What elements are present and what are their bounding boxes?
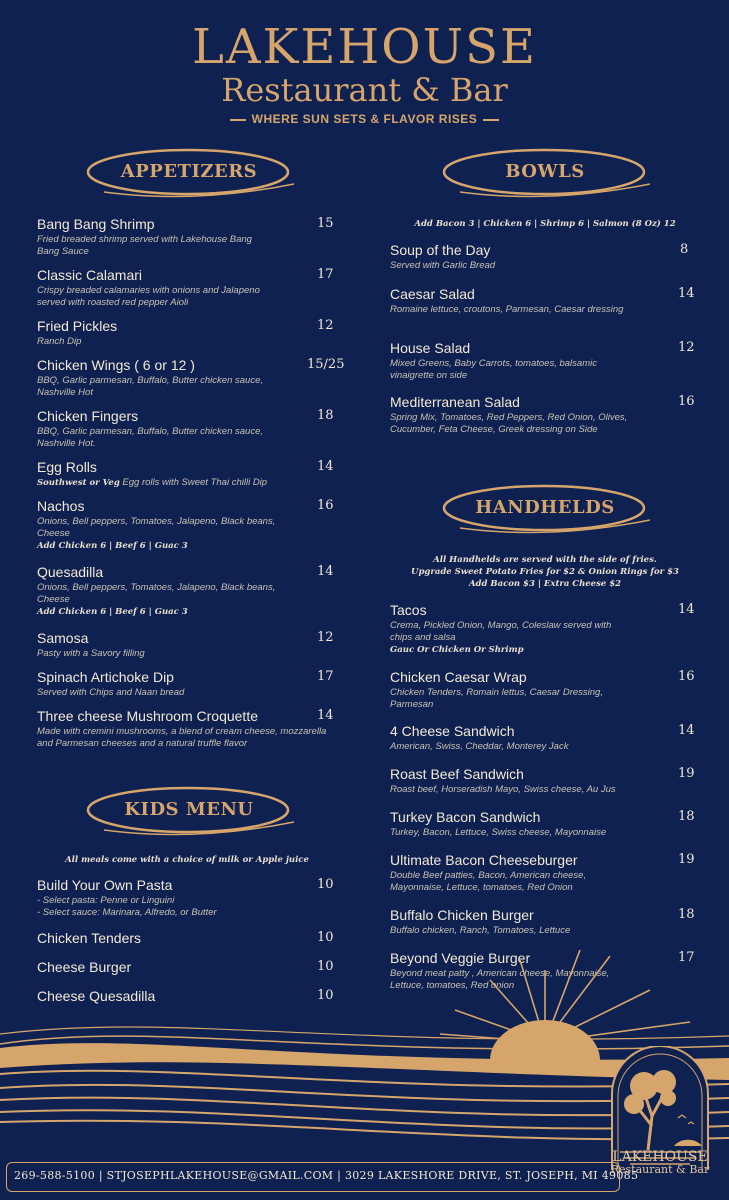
item-name: Chicken Fingers — [37, 408, 139, 424]
item-name: Three cheese Mushroom Croquette — [37, 708, 258, 724]
tagline — [0, 112, 729, 126]
item-description: Beyond meat patty , American cheese, Mayonnaise, Lettuce, tomatoes, Red onion — [390, 968, 610, 991]
item-name: Roast Beef Sandwich — [390, 766, 524, 782]
menu-item — [390, 602, 700, 669]
item-description: Buffalo chicken, Ranch, Tomatoes, Lettuce — [390, 925, 571, 936]
item-price: 18 — [678, 907, 695, 922]
menu-item — [390, 907, 700, 950]
handhelds-list — [390, 602, 700, 990]
menu-item — [390, 766, 700, 809]
item-price: 14 — [317, 564, 334, 579]
menu-item — [37, 669, 337, 708]
item-price: 10 — [317, 959, 334, 974]
item-name: Fried Pickles — [37, 318, 118, 334]
item-price: 10 — [317, 988, 334, 1003]
item-price: 15/25 — [307, 357, 345, 372]
item-name: Tacos — [390, 602, 427, 618]
item-name: Classic Calamari — [37, 267, 143, 283]
item-price: 14 — [678, 286, 695, 301]
item-name: Egg Rolls — [37, 459, 97, 475]
item-description: Onions, Bell peppers, Tomatoes, Jalapeno, Black beans, Cheese — [37, 516, 276, 539]
item-name: Quesadilla — [37, 564, 104, 580]
menu-item — [37, 357, 345, 408]
item-price: 17 — [317, 669, 334, 684]
item-price: 10 — [317, 877, 334, 892]
badge-title: LAKEHOUSE — [612, 1149, 708, 1165]
tagline-text: WHERE SUN SETS & FLAVOR RISES — [251, 112, 478, 126]
item-description: BBQ, Garlic parmesan, Buffalo, Butter chicken sauce, Nashville Hot — [37, 375, 263, 398]
menu-item — [390, 242, 700, 286]
item-name: Soup of the Day — [390, 242, 491, 258]
item-name: Caesar Salad — [390, 286, 475, 302]
menu-item — [37, 459, 337, 498]
item-description: Fried breaded shrimp served with Lakehouse Bang Bang Sauce — [37, 234, 252, 257]
item-description-text: Egg rolls with Sweet Thai chilli Dip — [119, 477, 268, 488]
appetizers-list — [37, 216, 345, 749]
item-price: 12 — [678, 340, 695, 355]
menu-item — [37, 318, 337, 357]
item-description: Crispy breaded calamaries with onions and Jalapeno served with roasted red pepper Aioli — [37, 285, 260, 308]
item-addons: Add Chicken 6 | Beef 6 | Guac 3 — [37, 607, 188, 617]
item-description: Turkey, Bacon, Lettuce, Swiss cheese, Mayonnaise — [390, 827, 607, 838]
item-name: Nachos — [37, 498, 85, 514]
item-name: Bang Bang Shrimp — [37, 216, 155, 232]
item-price: 18 — [317, 408, 334, 423]
item-description: Crema, Pickled Onion, Mango, Coleslaw served with chips and salsa — [390, 620, 612, 643]
item-price: 12 — [317, 318, 334, 333]
item-addons: Add Chicken 6 | Beef 6 | Guac 3 — [37, 541, 188, 551]
item-price: 17 — [317, 267, 334, 282]
appetizers-heading-label: APPETIZERS — [120, 161, 258, 182]
item-price: 16 — [317, 498, 334, 513]
item-description: - Select pasta: Penne or Linguini — [37, 895, 175, 906]
item-name: Chicken Tenders — [37, 930, 142, 946]
item-description: Made with cremini mushrooms, a blend of cream cheese, mozzarella and Parmesan cheeses and a natural truffle flavor — [37, 726, 327, 749]
kids-note: All meals come with a choice of milk or Apple juice — [65, 855, 309, 865]
menu-item — [37, 498, 337, 564]
item-description: Romaine lettuce, croutons, Parmesan, Caesar dressing — [390, 304, 624, 315]
item-name: Buffalo Chicken Burger — [390, 907, 534, 923]
menu-item — [390, 852, 700, 907]
item-description: American, Swiss, Cheddar, Monterey Jack — [390, 741, 569, 752]
menu-item — [390, 723, 700, 766]
item-price: 18 — [678, 809, 695, 824]
item-name: Chicken Wings ( 6 or 12 ) — [37, 357, 195, 373]
kids-heading-label: KIDS MENU — [124, 799, 254, 820]
item-name: Beyond Veggie Burger — [390, 950, 531, 966]
item-price: 19 — [678, 852, 695, 867]
restaurant-title: LAKEHOUSE — [191, 19, 538, 75]
menu-item — [37, 408, 337, 459]
footer-contact-text: 269-588-5100 | STJOSEPHLAKEHOUSE@GMAIL.COM | 3029 LAKESHORE DRIVE, ST. JOSEPH, MI 49085 — [14, 1169, 639, 1182]
handhelds-note — [390, 554, 700, 590]
item-description: Served with Garlic Bread — [390, 260, 496, 271]
item-description: Spring Mix, Tomatoes, Red Peppers, Red Onion, Olives, Cucumber, Feta Cheese, Greek dressing on Side — [390, 412, 628, 435]
item-name: Samosa — [37, 630, 89, 646]
item-price: 12 — [317, 630, 334, 645]
item-description: Double Beef patties, Bacon, American cheese, Mayonnaise, Lettuce, tomatoes, Red Onion — [390, 870, 587, 893]
item-name: House Salad — [390, 340, 471, 356]
item-price: 15 — [317, 216, 334, 231]
item-name: Spinach Artichoke Dip — [37, 669, 174, 685]
appetizers-heading — [84, 146, 294, 202]
item-price: 16 — [678, 669, 695, 684]
menu-item — [390, 669, 700, 723]
item-price: 8 — [680, 242, 689, 257]
item-description: Mixed Greens, Baby Carrots, tomatoes, balsamic vinaigrette on side — [390, 358, 597, 381]
item-name: Turkey Bacon Sandwich — [390, 809, 541, 825]
handhelds-note-line: All Handhelds are served with the side of fries. — [433, 555, 657, 565]
item-price: 14 — [317, 459, 334, 474]
item-name: Cheese Quesadilla — [37, 988, 156, 1004]
item-description: Roast beef, Horseradish Mayo, Swiss cheese, Au Jus — [390, 784, 616, 795]
menu-item — [37, 216, 337, 267]
item-price: 14 — [678, 723, 695, 738]
menu-item — [37, 564, 337, 630]
handhelds-heading-label: HANDHELDS — [475, 497, 615, 518]
menu-header — [0, 20, 729, 126]
item-description: Onions, Bell peppers, Tomatoes, Jalapeno, Black beans, Cheese — [37, 582, 276, 605]
menu-item — [37, 630, 337, 669]
item-price: 16 — [678, 394, 695, 409]
item-description-bold: Southwest or Veg — [37, 478, 120, 488]
item-description: Served with Chips and Naan bread — [37, 687, 185, 698]
item-description: Pasty with a Savory filling — [37, 648, 145, 659]
item-price: 14 — [678, 602, 695, 617]
item-description: Chicken Tenders, Romain lettus, Caesar Dressing, Parmesan — [390, 687, 603, 710]
bowls-list — [390, 242, 700, 454]
handhelds-note-line: Add Bacon $3 | Extra Cheese $2 — [468, 579, 622, 589]
item-description: - Select sauce: Marinara, Alfredo, or Butter — [37, 907, 217, 918]
item-price: 17 — [678, 950, 695, 965]
item-name: Mediterranean Salad — [390, 394, 520, 410]
contact-footer — [0, 1156, 729, 1200]
badge-subtitle: Restaurant & Bar — [610, 1163, 710, 1176]
item-price: 19 — [678, 766, 695, 781]
bowls-note: Add Bacon 3 | Chicken 6 | Shrimp 6 | Salmon (8 Oz) 12 — [414, 219, 676, 229]
menu-item — [37, 877, 337, 930]
menu-item — [390, 286, 700, 340]
menu-item — [390, 809, 700, 852]
item-name: Build Your Own Pasta — [37, 877, 173, 893]
item-name: Ultimate Bacon Cheeseburger — [390, 852, 578, 868]
item-name: Chicken Caesar Wrap — [390, 669, 527, 685]
item-name: 4 Cheese Sandwich — [390, 723, 515, 739]
restaurant-subtitle: Restaurant & Bar — [221, 71, 508, 109]
bowls-heading — [440, 146, 650, 202]
menu-item — [390, 340, 700, 394]
menu-item — [37, 708, 337, 748]
kids-heading — [84, 784, 294, 840]
handhelds-note-line: Upgrade Sweet Potato Fries for $2 & Onion Rings for $3 — [411, 567, 679, 577]
menu-item — [390, 394, 700, 454]
handhelds-heading — [440, 482, 650, 538]
item-description: BBQ, Garlic parmesan, Buffalo, Butter chicken sauce, Nashville Hot. — [37, 426, 263, 449]
item-addons: Gauc Or Chicken Or Shrimp — [390, 645, 524, 655]
item-name: Cheese Burger — [37, 959, 132, 975]
item-description — [37, 477, 337, 489]
item-price: 10 — [317, 930, 334, 945]
item-price: 14 — [317, 708, 334, 723]
item-description: Ranch Dip — [37, 336, 82, 347]
bowls-heading-label: BOWLS — [505, 161, 585, 182]
menu-item — [37, 267, 337, 318]
